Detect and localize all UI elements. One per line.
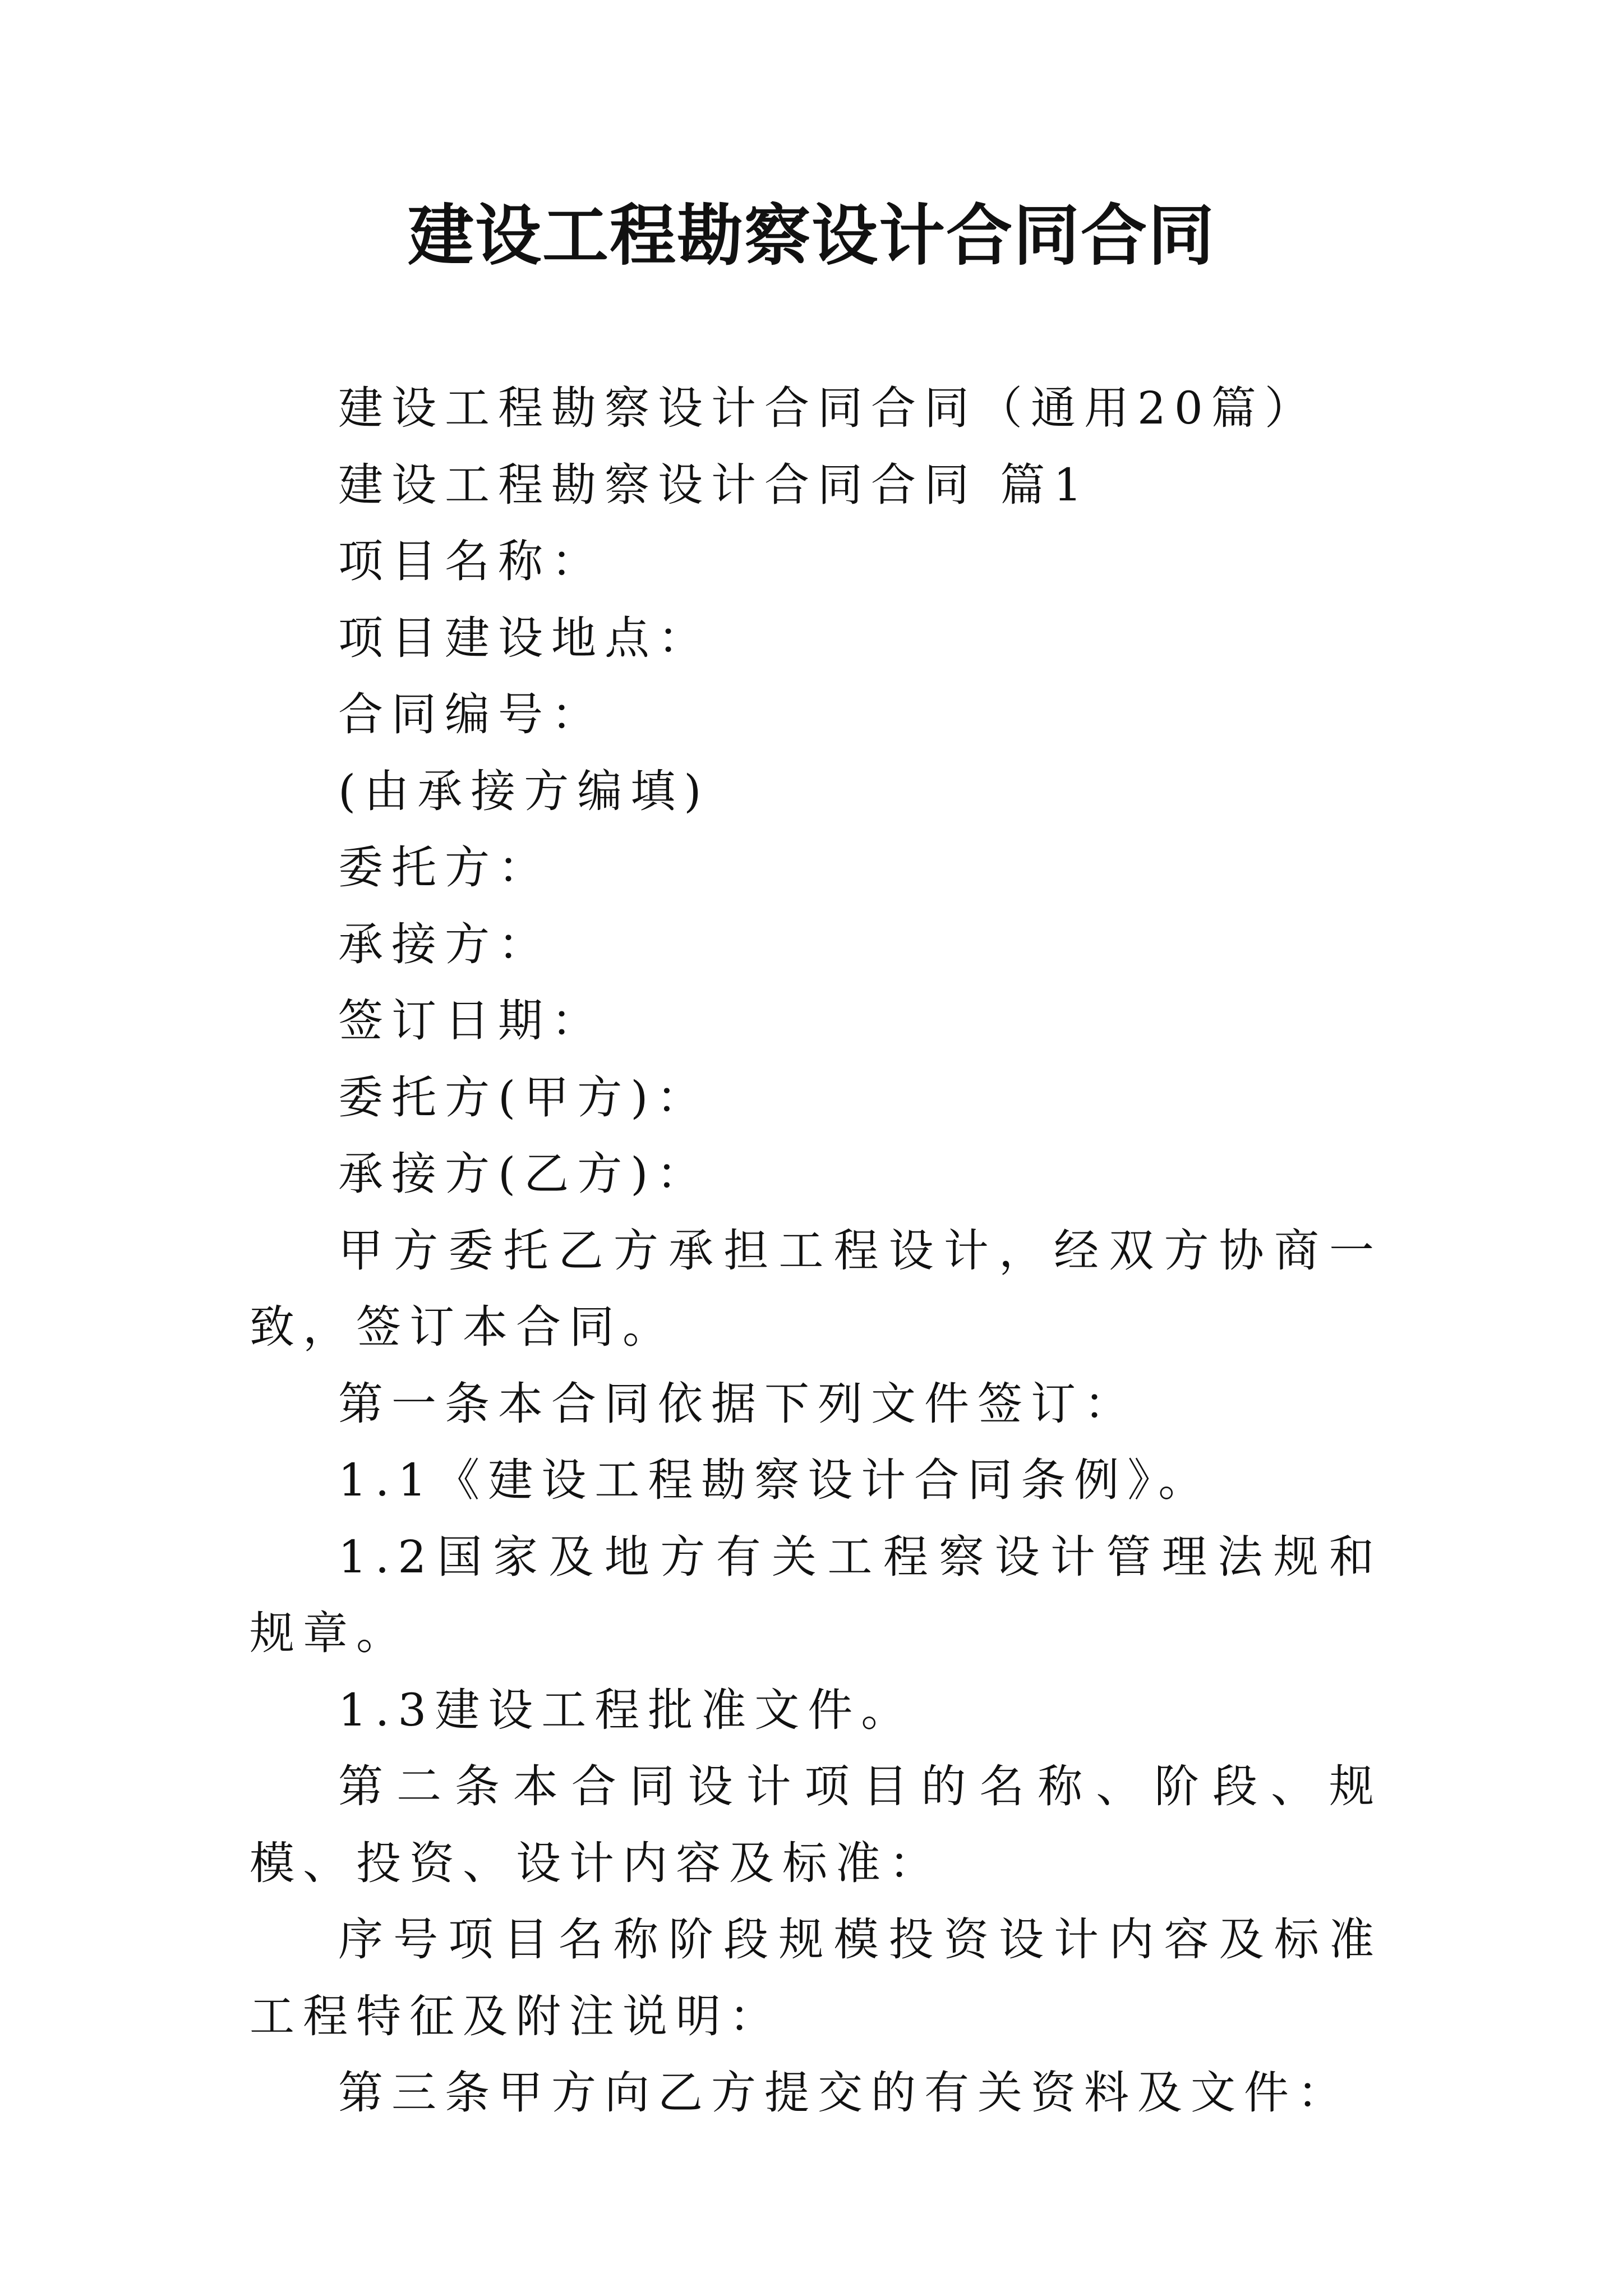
paragraph: 委托方(甲方)：: [338, 1071, 710, 1124]
paragraph: 承接方：: [338, 918, 551, 970]
paragraph: 第二条本合同设计项目的名称、阶段、规模、投资、设计内容及标准：: [250, 1760, 1382, 1889]
paragraph: 建设工程勘察设计合同合同（通用20篇）: [338, 382, 1318, 434]
paragraph: 签订日期：: [338, 995, 605, 1047]
paragraph: 项目名称：: [338, 535, 605, 587]
paragraph: 第一条本合同依据下列文件签订：: [338, 1377, 1137, 1430]
paragraph: 承接方(乙方)：: [338, 1148, 710, 1200]
paragraph: 序号项目名称阶段规模投资设计内容及标准工程特征及附注说明：: [250, 1913, 1382, 2042]
paragraph: 建设工程勘察设计合同合同 篇1: [338, 458, 1091, 511]
paragraph: 甲方委托乙方承担工程设计，经双方协商一致，签订本合同。: [250, 1224, 1382, 1353]
paragraph: 项目建设地点：: [338, 611, 711, 664]
paragraph: 1.3建设工程批准文件。: [338, 1683, 915, 1736]
paragraph: (由承接方编填): [338, 765, 710, 817]
paragraph: 1.1《建设工程勘察设计合同条例》。: [338, 1454, 1212, 1506]
document-body: [250, 370, 1382, 2132]
paragraph: 1.2国家及地方有关工程察设计管理法规和规章。: [250, 1530, 1382, 1659]
document-title: 建设工程勘察设计合同合同: [407, 196, 1215, 274]
paragraph: 合同编号：: [338, 688, 605, 740]
paragraph: 第三条甲方向乙方提交的有关资料及文件：: [338, 2067, 1350, 2119]
paragraph: 委托方：: [338, 841, 551, 894]
